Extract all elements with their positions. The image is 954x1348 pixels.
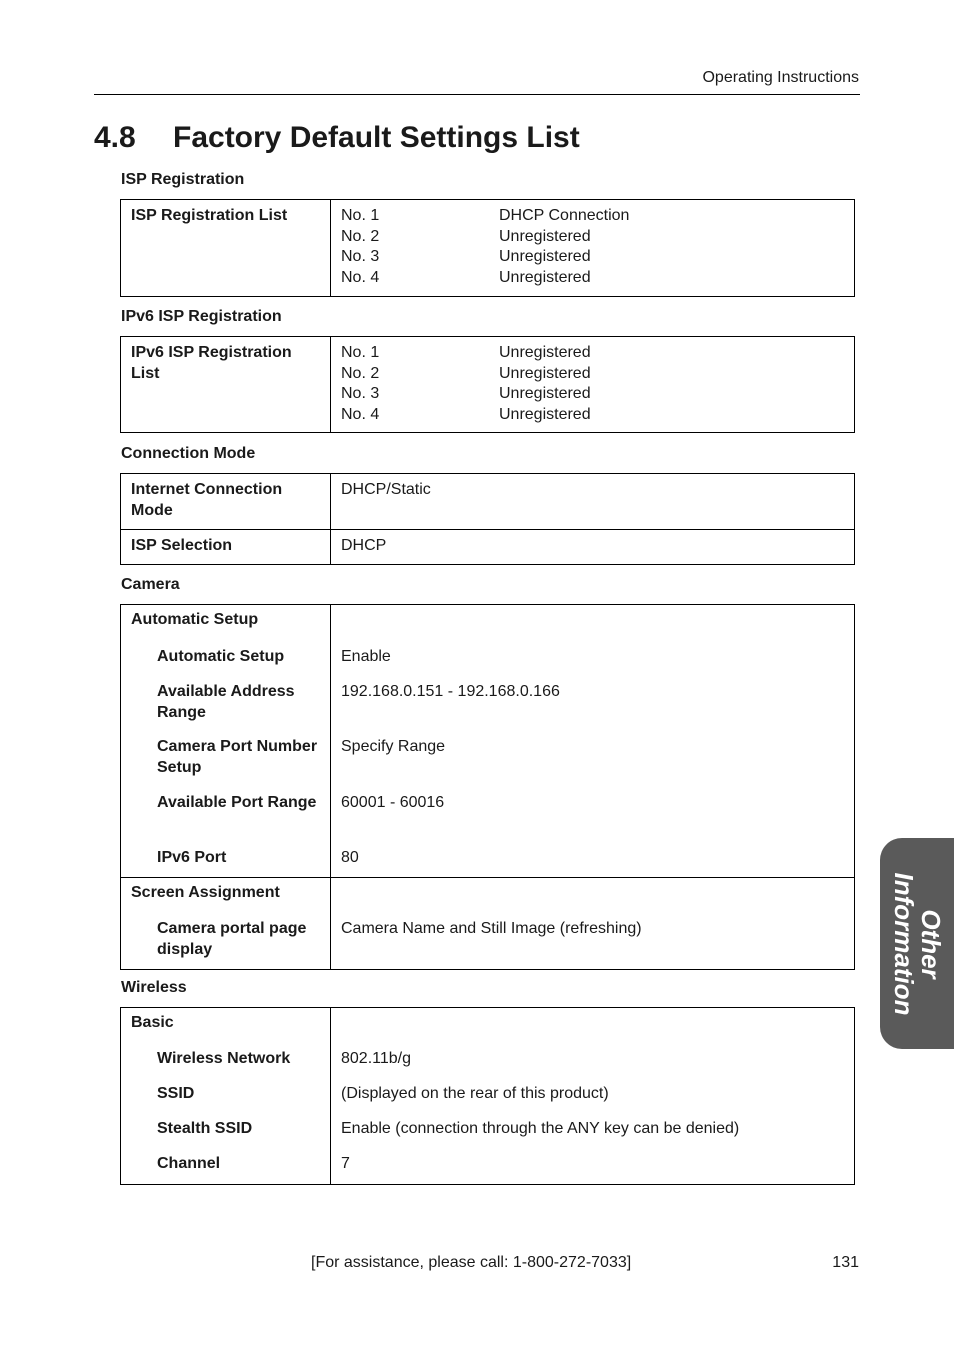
item-value: 802.11b/g: [341, 1050, 411, 1067]
section-label-wireless: Wireless: [121, 979, 187, 996]
item-label: Available Address Range: [157, 683, 295, 721]
connection-mode-table: [120, 473, 855, 565]
list-item: No. 2 Unregistered: [341, 364, 591, 382]
item-value: 7: [341, 1155, 350, 1172]
item-label: Camera portal page display: [157, 920, 307, 958]
item-label: Stealth SSID: [157, 1120, 253, 1137]
group-heading: Automatic Setup: [131, 611, 259, 628]
chapter-tab: [880, 838, 954, 1049]
section-title: Factory Default Settings List: [173, 121, 580, 154]
page-title: [94, 121, 580, 155]
wireless-table: [120, 1007, 855, 1185]
camera-table: [120, 604, 855, 970]
item-value: 60001 - 60016: [341, 794, 445, 811]
item-value: Enable: [341, 648, 391, 665]
table-row: [121, 200, 855, 297]
table-row: [121, 1008, 855, 1185]
table-row: [121, 337, 855, 433]
section-label-connection-mode: Connection Mode: [121, 445, 256, 462]
table-row: [121, 474, 855, 530]
item-value: (Displayed on the rear of this product): [341, 1085, 609, 1102]
row-label: IPv6 ISP Registration List: [131, 344, 292, 382]
list-item: No. 4 Unregistered: [341, 405, 591, 423]
item-label: Automatic Setup: [157, 648, 285, 665]
row-label: ISP Selection: [131, 537, 233, 554]
list-item: No. 1 Unregistered: [341, 344, 591, 361]
ipv6-registration-table: [120, 336, 855, 433]
page-number: 131: [832, 1254, 859, 1271]
row-label: ISP Registration List: [131, 207, 288, 224]
footer-assistance: [For assistance, please call: 1-800-272-7033]: [311, 1254, 632, 1271]
table-row: [121, 878, 855, 970]
section-label-ipv6-registration: IPv6 ISP Registration: [121, 308, 282, 325]
section-label-camera: Camera: [121, 576, 180, 593]
item-label: SSID: [157, 1085, 195, 1102]
item-value: Specify Range: [341, 738, 446, 755]
list-item: No. 2 Unregistered: [341, 227, 591, 245]
chapter-tab-label: Other Information: [889, 872, 946, 1015]
row-label: Internet Connection Mode: [131, 481, 283, 519]
table-row: [121, 605, 855, 878]
item-value: 192.168.0.151 - 192.168.0.166: [341, 683, 560, 700]
section-label-isp-registration: ISP Registration: [121, 171, 245, 188]
row-value: DHCP/Static: [341, 481, 431, 498]
group-heading: Screen Assignment: [131, 884, 280, 901]
item-value: Camera Name and Still Image (refreshing): [341, 920, 642, 937]
isp-registration-table: [120, 199, 855, 297]
item-value: 80: [341, 849, 359, 866]
header-rule: [94, 94, 860, 95]
list-item: No. 4 Unregistered: [341, 268, 591, 286]
table-row: [121, 530, 855, 565]
item-value: Enable (connection through the ANY key can be denied): [341, 1120, 740, 1137]
list-item: No. 1 DHCP Connection: [341, 207, 630, 224]
item-label: Wireless Network: [157, 1050, 291, 1067]
running-header: Operating Instructions: [702, 69, 859, 86]
list-item: No. 3 Unregistered: [341, 385, 591, 402]
item-label: IPv6 Port: [157, 849, 227, 866]
section-number: 4.8: [94, 121, 136, 154]
item-label: Channel: [157, 1155, 221, 1172]
row-value: DHCP: [341, 537, 387, 554]
item-label: Available Port Range: [157, 794, 317, 811]
group-heading: Basic: [131, 1014, 174, 1031]
list-item: No. 3 Unregistered: [341, 248, 591, 265]
item-label: Camera Port Number Setup: [157, 738, 318, 776]
